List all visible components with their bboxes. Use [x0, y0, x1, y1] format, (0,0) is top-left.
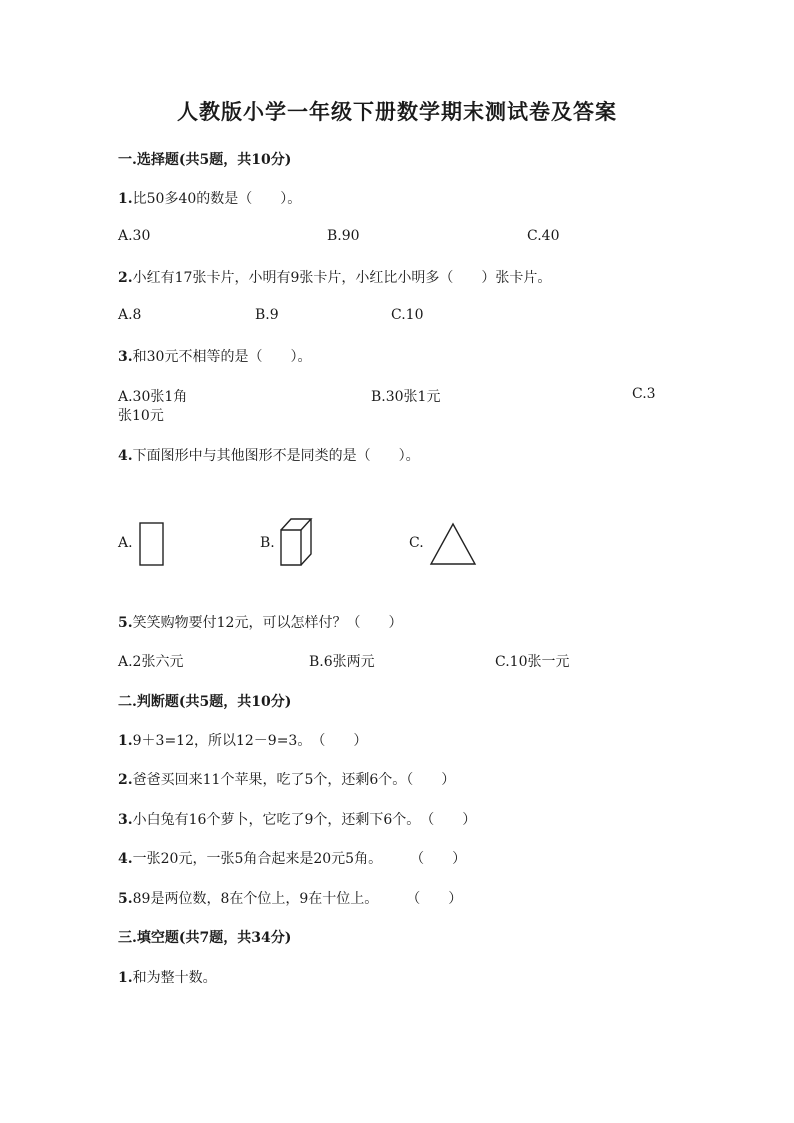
question-number: 2.: [118, 772, 133, 788]
option-b: B.90: [327, 228, 360, 244]
question-number: 3.: [118, 349, 133, 365]
question-number: 1.: [118, 970, 133, 986]
page-title: 人教版小学一年级下册数学期末测试卷及答案: [177, 99, 617, 124]
question-number: 1.: [118, 733, 133, 749]
option-b: B.30张1元: [371, 389, 441, 405]
question-text: 和为整十数。: [132, 970, 217, 986]
question-text: 爸爸买回来11个苹果，吃了5个，还剩6个。（ ）: [132, 772, 456, 788]
judge-question-5: [118, 888, 462, 908]
triangle-icon: [428, 521, 478, 567]
option-b: B.: [260, 535, 275, 551]
question-text: 小红有17张卡片，小明有9张卡片，小红比小明多（ ）张卡片。: [132, 270, 552, 286]
section-heading-choice: 一.选择题(共5题，共10分): [118, 152, 292, 168]
choice-question-1: [118, 188, 301, 208]
question-number: 1.: [118, 191, 133, 207]
option-c: C.: [409, 535, 424, 551]
option-c: C.3: [632, 386, 656, 402]
question-text: 比50多40的数是（ ）。: [132, 191, 302, 207]
option-c: C.10: [391, 307, 424, 323]
option-a: A.30张1角: [118, 389, 188, 405]
option-a: A.: [118, 535, 133, 551]
question-text: 下面图形中与其他图形不是同类的是（ ）。: [132, 448, 420, 464]
option-c: C.40: [527, 228, 560, 244]
section-heading-judge: 二.判断题(共5题，共10分): [118, 694, 292, 710]
question-text: 笑笑购物要付12元，可以怎样付？（ ）: [132, 615, 403, 631]
question-number: 5.: [118, 615, 133, 631]
question-text: 和30元不相等的是（ ）。: [132, 349, 312, 365]
question-number: 4.: [118, 851, 133, 867]
option-c: C.10张一元: [495, 654, 570, 670]
choice-question-5: [118, 612, 402, 632]
option-b: B.6张两元: [309, 654, 375, 670]
judge-question-2: [118, 769, 455, 789]
judge-question-4: [118, 848, 466, 868]
fill-question-1: [118, 967, 217, 987]
rectangle-icon: [138, 521, 166, 567]
option-b: B.9: [255, 307, 279, 323]
section-heading-fill: 三.填空题(共7题，共34分): [118, 930, 292, 946]
judge-question-1: [118, 730, 367, 750]
cuboid-icon: [278, 516, 314, 568]
judge-question-3: [118, 809, 476, 829]
option-a: A.8: [118, 307, 142, 323]
option-a: A.2张六元: [118, 654, 184, 670]
question-text: 89是两位数，8在个位上，9在十位上。 （ ）: [132, 891, 463, 907]
question-text: 一张20元，一张5角合起来是20元5角。 （ ）: [132, 851, 467, 867]
question-number: 4.: [118, 448, 133, 464]
question-number: 3.: [118, 812, 133, 828]
choice-question-4: [118, 445, 420, 465]
choice-question-3: [118, 346, 311, 366]
option-a: A.30: [118, 228, 151, 244]
option-c-continued: 张10元: [118, 408, 164, 424]
question-text: 小白兔有16个萝卜，它吃了9个，还剩下6个。 （ ）: [132, 812, 477, 828]
choice-question-2: [118, 267, 551, 287]
question-number: 5.: [118, 891, 133, 907]
question-text: 9＋3=12，所以12－9=3。 （ ）: [132, 733, 368, 749]
question-number: 2.: [118, 270, 133, 286]
